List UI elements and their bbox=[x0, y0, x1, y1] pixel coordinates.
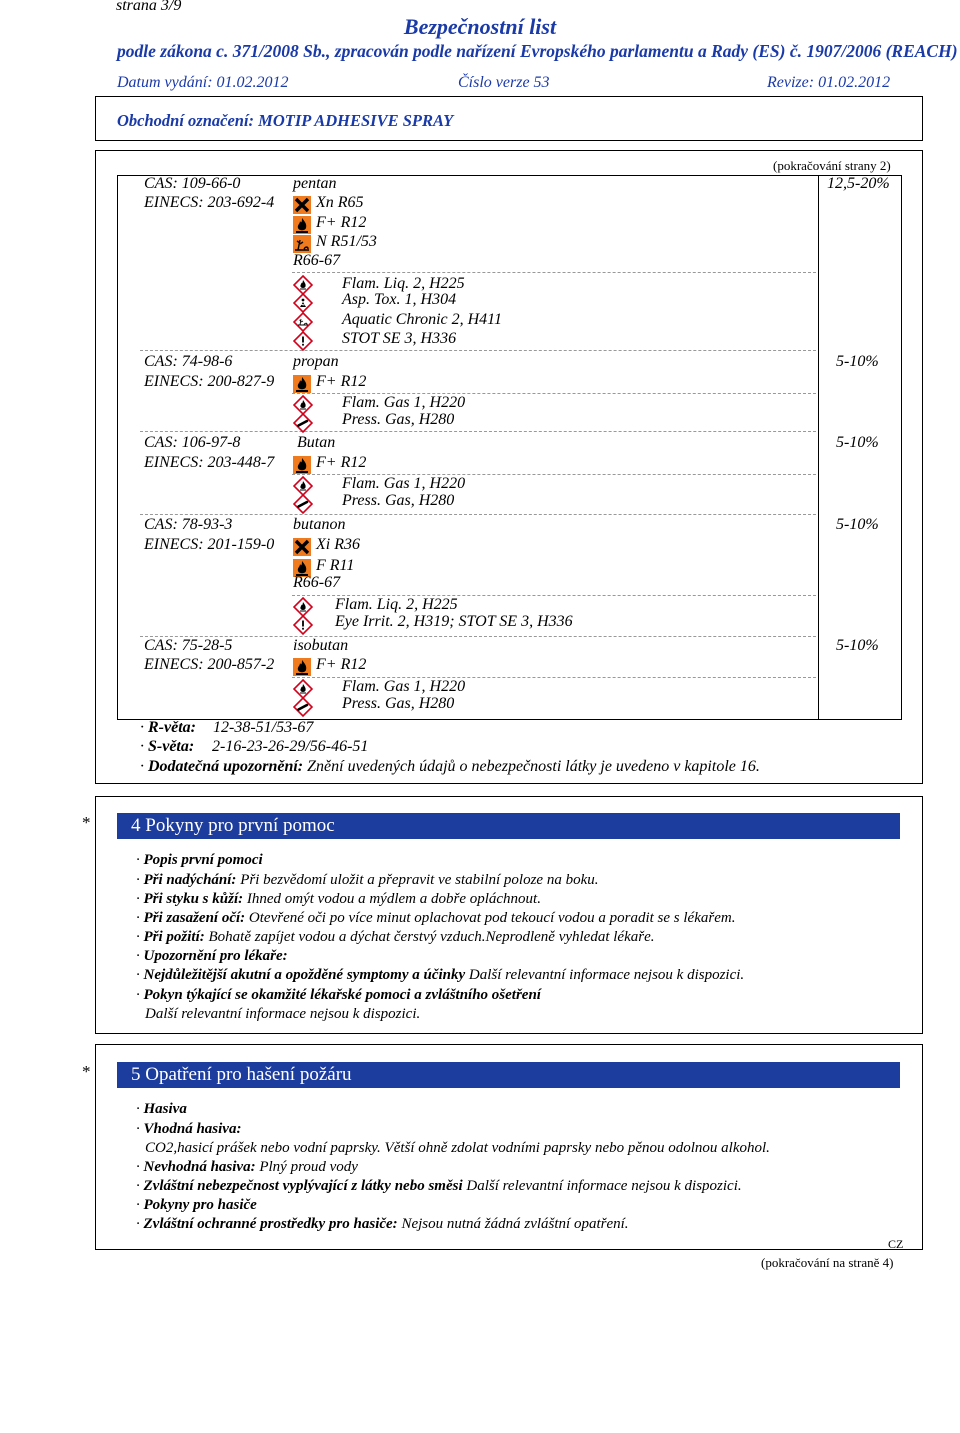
first-aid-line: · Při styku s kůží: Ihned omýt vodou a mýdlem a dobře opláchnout. bbox=[136, 891, 541, 907]
risk-phrase: N R51/53 bbox=[316, 233, 377, 250]
classification: Asp. Tox. 1, H304 bbox=[342, 291, 457, 308]
suitable-media-text: CO2,hasicí prášek nebo vodní paprsky. Větší ohně zdolat vodními paprsky nebo pěnou odolnou alkohol. bbox=[145, 1140, 770, 1156]
trade-name: Obchodní označení: MOTIP ADHESIVE SPRAY bbox=[117, 111, 454, 130]
inhalation-text: Při bezvědomí uložit a přepravit ve stabilní poloze na boku. bbox=[240, 872, 599, 888]
row-divider bbox=[140, 350, 816, 351]
row-divider bbox=[140, 636, 816, 637]
additional-note: · Dodatečná upozornění: Znění uvedených údajů o nebezpečnosti látky je uvedeno v kapitole 16. bbox=[140, 758, 760, 775]
risk-phrase: F+ R12 bbox=[316, 656, 367, 673]
document-title: Bezpečnostní list bbox=[403, 14, 557, 39]
change-marker: * bbox=[82, 813, 91, 832]
risk-phrase: Xn R65 bbox=[316, 194, 364, 211]
classification: Flam. Liq. 2, H225 bbox=[335, 596, 458, 613]
symptoms-text: Další relevantní informace nejsou k dispozici. bbox=[468, 967, 745, 983]
special-hazards-label: Zvláštní nebezpečnost vyplývající z látky nebo směsi bbox=[143, 1178, 463, 1194]
risk-phrase: F+ R12 bbox=[316, 214, 367, 231]
eyes-text: Otevřené oči po více minut oplachovat pod tekoucí vodou a poradit se s lékařem. bbox=[248, 910, 736, 926]
classification: Aquatic Chronic 2, H411 bbox=[342, 311, 502, 328]
firefighting-line: · Vhodná hasiva: bbox=[136, 1121, 242, 1137]
s-label: S-věta: bbox=[148, 738, 195, 755]
issue-date: Datum vydání: 01.02.2012 bbox=[117, 74, 289, 91]
r-value: 12-38-51/53-67 bbox=[213, 719, 314, 736]
classification: Flam. Gas 1, H220 bbox=[342, 475, 466, 492]
classification: STOT SE 3, H336 bbox=[342, 330, 457, 347]
continuation-bottom: (pokračování na straně 4) bbox=[761, 1255, 894, 1270]
cas-number: CAS: 78-93-3 bbox=[144, 516, 233, 533]
einecs-number: EINECS: 203-692-4 bbox=[144, 194, 275, 211]
protective-equipment-text: Nejsou nutná žádná zvláštní opatření. bbox=[401, 1216, 629, 1232]
change-marker: * bbox=[82, 1062, 91, 1081]
inhalation-label: Při nadýchání: bbox=[143, 872, 237, 888]
r-label: R-věta: bbox=[148, 719, 196, 736]
first-aid-line: · Při požití: Bohatě zapíjet vodou a dýchat čerstvý vzduch.Neprodleně vyhledat lékaře. bbox=[136, 929, 655, 945]
risk-phrase: F+ R12 bbox=[316, 454, 367, 471]
flame-icon bbox=[293, 375, 311, 393]
firefighting-line: · Zvláštní ochranné prostředky pro hasiče: Nejsou nutná žádná zvláštní opatření. bbox=[136, 1216, 629, 1232]
percent-range: 5-10% bbox=[836, 637, 879, 654]
s-phrases: · S-věta: bbox=[140, 738, 195, 755]
classification: Flam. Gas 1, H220 bbox=[342, 678, 466, 695]
classification: Flam. Liq. 2, H225 bbox=[342, 275, 465, 292]
first-aid-line: · Při zasažení očí: Otevřené oči po více minut oplachovat pod tekoucí vodou a poradit se s lékařem. bbox=[136, 910, 736, 926]
einecs-number: EINECS: 201-159-0 bbox=[144, 536, 275, 553]
s-value: 2-16-23-26-29/56-46-51 bbox=[212, 738, 369, 755]
risk-phrase: Xi R36 bbox=[316, 536, 360, 553]
flame-icon bbox=[293, 658, 311, 676]
classification: Press. Gas, H280 bbox=[342, 695, 455, 712]
substance-name: propan bbox=[293, 353, 339, 370]
ghs-flame-icon bbox=[293, 597, 313, 617]
ghs-environment-icon bbox=[293, 312, 313, 332]
percent-range: 12,5-20% bbox=[827, 175, 890, 192]
regulation-line: podle zákona c. 371/2008 Sb., zpracován podle nařízení Evropského parlamentu a Rady (ES) č. 1907/2006 (REACH) bbox=[117, 41, 958, 61]
percent-range: 5-10% bbox=[836, 353, 879, 370]
einecs-number: EINECS: 200-857-2 bbox=[144, 656, 275, 673]
skin-label: Při styku s kůží: bbox=[143, 891, 244, 907]
continuation-top: (pokračování strany 2) bbox=[773, 158, 891, 173]
classification: Press. Gas, H280 bbox=[342, 411, 455, 428]
ghs-gas-cylinder-icon bbox=[293, 494, 313, 514]
language-code: CZ bbox=[888, 1237, 904, 1251]
classification: Eye Irrit. 2, H319; STOT SE 3, H336 bbox=[335, 613, 573, 630]
row-divider bbox=[292, 272, 816, 273]
flame-icon bbox=[293, 456, 311, 474]
revision-date: Revize: 01.02.2012 bbox=[767, 74, 891, 91]
flame-icon bbox=[293, 216, 311, 234]
substance-name: pentan bbox=[293, 175, 337, 192]
ghs-flame-icon bbox=[293, 679, 313, 699]
risk-phrase: F R11 bbox=[316, 557, 355, 574]
einecs-number: EINECS: 200-827-9 bbox=[144, 373, 275, 390]
section-4-header bbox=[117, 813, 900, 839]
ghs-flame-icon bbox=[293, 275, 313, 295]
einecs-number: EINECS: 203-448-7 bbox=[144, 454, 275, 471]
note-value: Znění uvedených údajů o nebezpečnosti látky je uvedeno v kapitole 16. bbox=[307, 758, 760, 775]
symptoms-label: Nejdůležitější akutní a opožděné symptomy a účinky bbox=[143, 967, 466, 983]
note-label: Dodatečná upozornění: bbox=[148, 758, 304, 775]
percent-column-divider bbox=[818, 175, 819, 719]
page-number: strana 3/9 bbox=[116, 0, 182, 14]
cas-number: CAS: 106-97-8 bbox=[144, 434, 241, 451]
first-aid-line: · Při nadýchání: Při bezvědomí uložit a přepravit ve stabilní poloze na boku. bbox=[136, 872, 599, 888]
percent-range: 5-10% bbox=[836, 516, 879, 533]
first-aid-line: · Pokyn týkající se okamžité lékařské pomoci a zvláštního ošetření bbox=[136, 987, 541, 1003]
treatment-text: Další relevantní informace nejsou k dispozici. bbox=[145, 1006, 421, 1022]
section-5-title: 5 Opatření pro hašení požáru bbox=[131, 1064, 352, 1085]
ghs-exclamation-icon bbox=[293, 615, 313, 635]
firefighting-line: · Hasiva bbox=[136, 1101, 187, 1117]
extinguishing-heading: Hasiva bbox=[143, 1101, 187, 1117]
special-hazards-text: Další relevantní informace nejsou k dispozici. bbox=[466, 1178, 742, 1194]
first-aid-heading: Popis první pomoci bbox=[143, 852, 263, 868]
cross-icon bbox=[293, 538, 311, 556]
firefighting-line: · Pokyny pro hasiče bbox=[136, 1197, 257, 1213]
r-phrases: · R-věta: bbox=[140, 719, 196, 736]
first-aid-line: · Popis první pomoci bbox=[136, 852, 263, 868]
unsuitable-media-label: Nevhodná hasiva: bbox=[143, 1159, 256, 1175]
environment-icon bbox=[293, 235, 311, 253]
treatment-heading: Pokyn týkající se okamžité lékařské pomoci a zvláštního ošetření bbox=[143, 987, 541, 1003]
ghs-gas-cylinder-icon bbox=[293, 413, 313, 433]
first-aid-line: · Nejdůležitější akutní a opožděné symptomy a účinky Další relevantní informace nejsou k dispozici. bbox=[136, 967, 745, 983]
risk-phrase: F+ R12 bbox=[316, 373, 367, 390]
firefighting-line: · Zvláštní nebezpečnost vyplývající z látky nebo směsi Další relevantní informace nejsou k dispozici. bbox=[136, 1178, 742, 1194]
firefighting-line: · Nevhodná hasiva: Plný proud vody bbox=[136, 1159, 358, 1175]
substance-name: Butan bbox=[297, 434, 336, 451]
risk-phrase: R66-67 bbox=[293, 574, 341, 591]
suitable-media-heading: Vhodná hasiva: bbox=[143, 1121, 242, 1137]
first-aid-line: · Upozornění pro lékaře: bbox=[136, 948, 288, 964]
row-divider bbox=[140, 514, 816, 515]
percent-range: 5-10% bbox=[836, 434, 879, 451]
doctor-note-heading: Upozornění pro lékaře: bbox=[143, 948, 288, 964]
ingestion-text: Bohatě zapíjet vodou a dýchat čerstvý vzduch.Neprodleně vyhledat lékaře. bbox=[208, 929, 655, 945]
protective-equipment-label: Zvláštní ochranné prostředky pro hasiče: bbox=[143, 1216, 398, 1232]
ghs-flame-icon bbox=[293, 476, 313, 496]
section-5-header bbox=[117, 1062, 900, 1088]
ingestion-label: Při požití: bbox=[143, 929, 205, 945]
row-divider bbox=[140, 431, 816, 432]
cas-number: CAS: 75-28-5 bbox=[144, 637, 233, 654]
firefighter-advice-heading: Pokyny pro hasiče bbox=[143, 1197, 257, 1213]
eyes-label: Při zasažení očí: bbox=[143, 910, 246, 926]
classification: Press. Gas, H280 bbox=[342, 492, 455, 509]
unsuitable-media-text: Plný proud vody bbox=[259, 1159, 358, 1175]
substance-name: isobutan bbox=[293, 637, 349, 654]
classification: Flam. Gas 1, H220 bbox=[342, 394, 466, 411]
cross-icon bbox=[293, 196, 311, 214]
version-number: Číslo verze 53 bbox=[458, 74, 550, 91]
ghs-exclamation-icon bbox=[293, 331, 313, 351]
skin-text: Ihned omýt vodou a mýdlem a dobře opláchnout. bbox=[246, 891, 541, 907]
substance-name: butanon bbox=[293, 516, 346, 533]
risk-phrase: R66-67 bbox=[293, 252, 341, 269]
ghs-flame-icon bbox=[293, 395, 313, 415]
ghs-health-hazard-icon bbox=[293, 293, 313, 313]
cas-number: CAS: 109-66-0 bbox=[144, 175, 241, 192]
ghs-gas-cylinder-icon bbox=[293, 697, 313, 717]
cas-number: CAS: 74-98-6 bbox=[144, 353, 233, 370]
section-4-title: 4 Pokyny pro první pomoc bbox=[131, 815, 335, 836]
